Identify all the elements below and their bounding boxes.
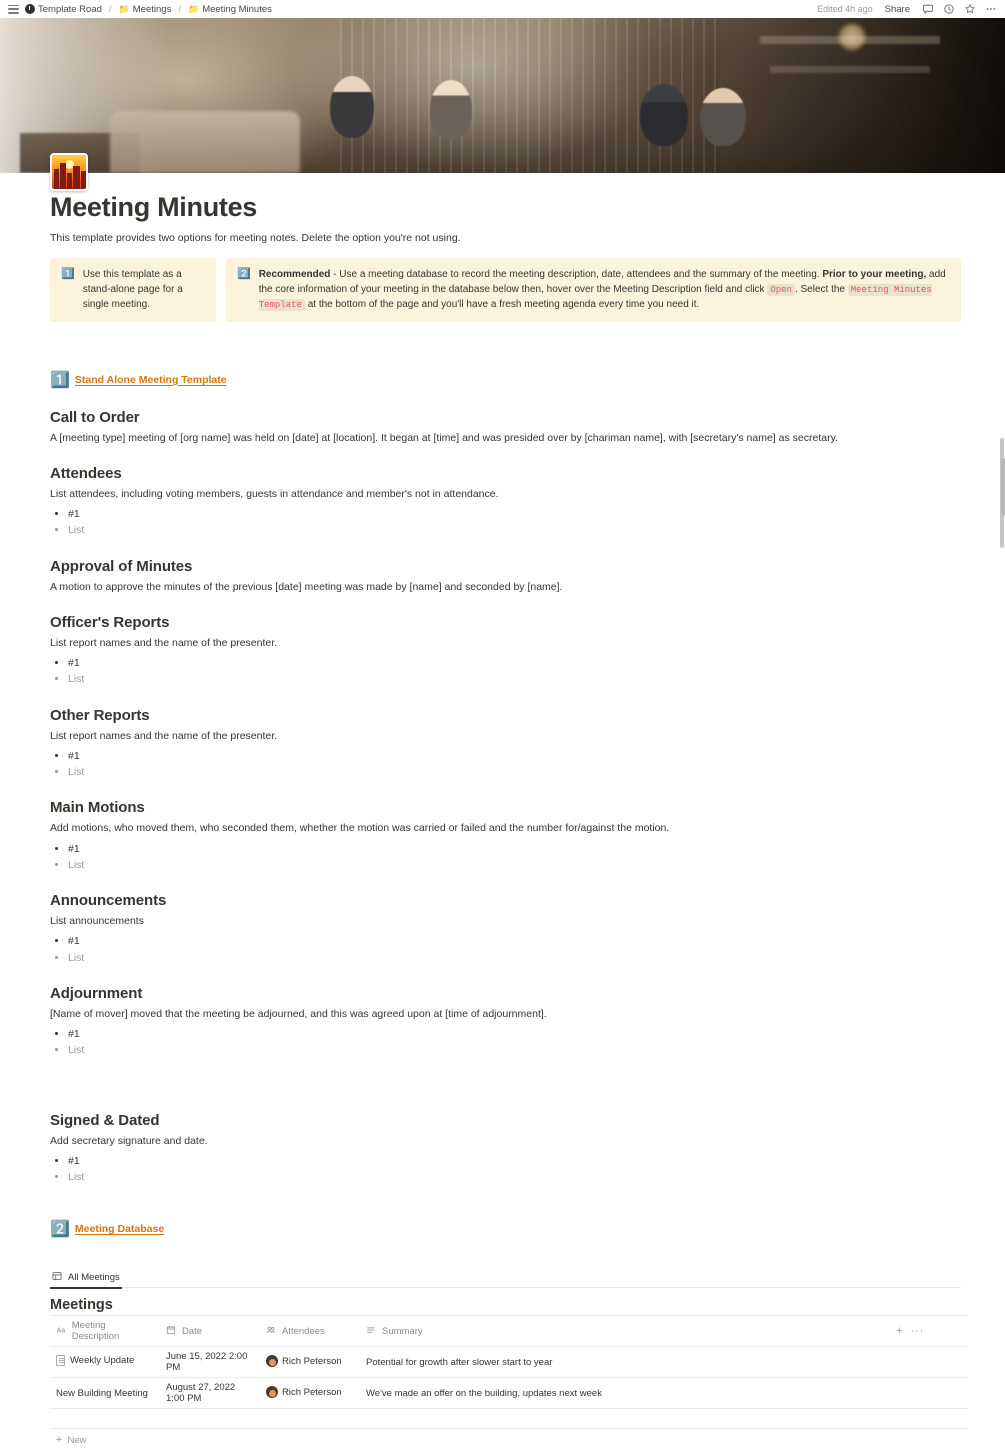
edited-timestamp: Edited 4h ago: [817, 4, 873, 14]
callout-bold2: Prior to your meeting,: [822, 268, 927, 280]
list-item[interactable]: • List: [68, 764, 961, 780]
list-item[interactable]: • List: [68, 950, 961, 966]
cell-attendees[interactable]: [260, 1409, 360, 1429]
callout-code-open: Open: [767, 284, 795, 296]
toggle-meeting-database[interactable]: [50, 1219, 961, 1239]
callout-recommended-text: [259, 267, 950, 313]
cell-attendees[interactable]: [260, 1347, 360, 1378]
plus-icon: +: [56, 1434, 63, 1447]
tab-label: All Meetings: [68, 1271, 120, 1283]
section-body: List report names and the name of the presenter.: [50, 729, 278, 742]
svg-text:Aa: Aa: [56, 1327, 66, 1335]
breadcrumb-item-meetings[interactable]: [119, 4, 172, 15]
breadcrumb-item-meeting-minutes[interactable]: [188, 4, 272, 15]
two-emoji-icon: 2️⃣: [237, 267, 251, 280]
toggle-standalone-label[interactable]: Stand Alone Meeting Template: [74, 373, 227, 386]
section-heading-attendees: Attendees: [50, 464, 122, 482]
cell-summary[interactable]: [360, 1409, 890, 1429]
section-heading-signed-and-dated: Signed & Dated: [50, 1111, 160, 1129]
toggle-database-label[interactable]: Meeting Database: [74, 1223, 165, 1236]
section-body: A motion to approve the minutes of the previous [date] meeting was made by [name] and seconded by [name].: [50, 580, 563, 593]
cover-image[interactable]: [0, 18, 1005, 173]
meeting-name: Weekly Update: [70, 1355, 135, 1367]
list-item[interactable]: • #1: [68, 655, 961, 671]
breadcrumb-label: Template Road: [38, 3, 102, 15]
page-icon-building: [54, 169, 59, 189]
spacer: [50, 1059, 961, 1093]
share-button[interactable]: Share: [884, 3, 910, 15]
callout-part2: add the core information of your meeting in the database below then, hover over the Meeting Description field and click: [258, 268, 946, 295]
section-heading-adjournment: Adjournment: [50, 984, 143, 1002]
title-icon: [56, 1325, 68, 1337]
section-body: List attendees, including voting members, guests in attendance and member's not in attendance.: [50, 487, 499, 500]
section-list: [50, 841, 961, 874]
page-icon[interactable]: [50, 153, 88, 191]
cell-summary[interactable]: Potential for growth after slower start to year: [360, 1347, 890, 1378]
callout-part1: - Use a meeting database to record the meeting description, date, attendees and the summary of the meeting.: [330, 268, 823, 280]
page-icon-building: [81, 171, 86, 189]
section-body: [Name of mover] moved that the meeting be adjourned, and this was agreed upon at [time of adjournment].: [50, 1007, 547, 1020]
cell-date[interactable]: June 15, 2022 2:00 PM: [160, 1347, 260, 1378]
callout-standalone: [50, 258, 216, 322]
scrollbar-secondary-thumb[interactable]: [1001, 458, 1005, 516]
cover-person: [700, 88, 746, 146]
folder-icon: 📁: [118, 3, 130, 14]
list-item[interactable]: • List: [68, 1042, 961, 1058]
section-list: [50, 1026, 961, 1059]
section-list: [50, 655, 961, 688]
table-view-icon: [52, 1271, 64, 1283]
table-header-row: [50, 1316, 968, 1347]
one-emoji-icon: 1️⃣: [50, 371, 70, 389]
cell-meeting-description[interactable]: [50, 1378, 160, 1409]
column-label: Date: [182, 1325, 203, 1337]
cell-date[interactable]: August 27, 2022 1:00 PM: [160, 1378, 260, 1409]
callout-recommended: [226, 258, 961, 322]
section-list: [50, 748, 961, 781]
callout-part4: at the bottom of the page and you'll have a fresh meeting agenda every time you need it.: [304, 299, 700, 311]
page-content: [0, 193, 1005, 1452]
spacer: [50, 1185, 961, 1219]
add-column-icon[interactable]: +: [896, 1324, 903, 1337]
cover-sofa-shape: [110, 111, 300, 173]
page-title[interactable]: Meeting Minutes: [50, 192, 258, 222]
section-body: List report names and the name of the presenter.: [50, 636, 278, 649]
attendee-name: Rich Peterson: [282, 1355, 342, 1367]
page-subtitle: This template provides two options for meeting notes. Delete the option you're not using.: [50, 231, 461, 244]
callout-row: [50, 258, 961, 322]
text-icon: [366, 1325, 378, 1337]
database-title[interactable]: Meetings: [50, 1297, 113, 1314]
table-more-icon[interactable]: ···: [910, 1325, 925, 1338]
cover-shelf: [770, 66, 930, 73]
breadcrumb-separator: /: [108, 3, 112, 15]
clock-icon[interactable]: [943, 3, 955, 15]
page-document-icon: [56, 1355, 65, 1366]
list-item[interactable]: • #1: [68, 933, 961, 949]
section-body: Add secretary signature and date.: [50, 1134, 208, 1147]
cell-meeting-description[interactable]: [50, 1347, 160, 1378]
cell-meeting-description[interactable]: [50, 1409, 160, 1429]
list-item[interactable]: • #1: [68, 1153, 961, 1169]
workspace-icon: [25, 4, 35, 14]
cell-empty: [890, 1378, 968, 1409]
section-body: A [meeting type] meeting of [org name] was held on [date] at [location]. It began at [time] and was presided over by [chariman name], with [secretary's name] as secretary.: [50, 431, 838, 444]
callout-code-template: Meeting Minutes Template: [258, 284, 932, 311]
list-item[interactable]: • #1: [68, 506, 961, 522]
cell-summary[interactable]: We've made an offer on the building, updates next week: [360, 1378, 890, 1409]
column-header-actions: [890, 1316, 968, 1347]
section-body: Add motions, who moved them, who seconded them, whether the motion was carried or failed and the number for/against the motion.: [50, 822, 670, 835]
meeting-name: New Building Meeting: [56, 1387, 148, 1399]
column-label: Meeting Description: [71, 1320, 120, 1343]
section-list: [50, 933, 961, 966]
callout-part3: . Select the: [794, 283, 848, 295]
cover-person: [430, 80, 472, 140]
list-item[interactable]: • List: [68, 522, 961, 538]
section-heading-officers-reports: Officer's Reports: [50, 613, 170, 631]
page-icon-building: [73, 166, 80, 189]
sidebar-toggle-icon[interactable]: [8, 5, 19, 14]
column-header-summary[interactable]: [360, 1316, 890, 1347]
section-heading-approval-of-minutes: Approval of Minutes: [50, 557, 193, 575]
section-heading-main-motions: Main Motions: [50, 799, 145, 817]
section-heading-other-reports: Other Reports: [50, 706, 150, 724]
new-row-button[interactable]: [50, 1429, 961, 1452]
callout-standalone-text: Use this template as a stand-alone page for a single meeting.: [82, 268, 183, 310]
database-view-tabs: [50, 1269, 961, 1288]
cover-shelf: [760, 36, 940, 44]
top-bar: [0, 0, 1005, 18]
cell-attendees[interactable]: [260, 1378, 360, 1409]
page-scrollbar[interactable]: [999, 18, 1005, 1281]
list-item[interactable]: • #1: [68, 1026, 961, 1042]
cell-date[interactable]: [160, 1409, 260, 1429]
calendar-icon: [166, 1325, 178, 1337]
column-label: Attendees: [282, 1325, 325, 1337]
callout-lead: Recommended: [258, 268, 331, 280]
section-list: [50, 506, 961, 539]
tab-all-meetings[interactable]: [50, 1269, 122, 1289]
two-emoji-icon: 2️⃣: [50, 1221, 70, 1239]
attendee-name: Rich Peterson: [282, 1386, 342, 1398]
toggle-standalone-template[interactable]: [50, 370, 961, 390]
cover-person: [640, 84, 688, 146]
breadcrumb-separator: /: [178, 3, 181, 15]
table-row[interactable]: [50, 1378, 968, 1409]
section-list: [50, 1153, 961, 1186]
cover-person: [330, 76, 374, 138]
more-options-icon[interactable]: [985, 3, 997, 15]
column-header-meeting-description[interactable]: [50, 1316, 160, 1347]
column-header-date[interactable]: [160, 1316, 260, 1347]
list-item[interactable]: • List: [68, 671, 961, 687]
section-heading-call-to-order: Call to Order: [50, 408, 140, 426]
list-item[interactable]: • List: [68, 857, 961, 873]
comment-icon[interactable]: [922, 3, 934, 15]
list-item[interactable]: • #1: [68, 748, 961, 764]
page-icon-building: [67, 173, 72, 189]
cell-empty: [890, 1347, 968, 1378]
table-row-empty[interactable]: [50, 1409, 968, 1429]
meetings-table: [50, 1315, 968, 1429]
spacer: [50, 348, 961, 370]
folder-icon: 📁: [187, 3, 200, 14]
breadcrumb-label: Meetings: [132, 3, 172, 15]
table-row[interactable]: [50, 1347, 968, 1378]
breadcrumb-item-template-road[interactable]: [25, 4, 102, 15]
list-item[interactable]: • List: [68, 1169, 961, 1185]
section-heading-announcements: Announcements: [50, 892, 167, 910]
avatar: [266, 1355, 278, 1367]
star-icon[interactable]: [964, 3, 976, 15]
column-label: Summary: [382, 1325, 423, 1337]
one-emoji-icon: 1️⃣: [61, 267, 75, 280]
column-header-attendees[interactable]: [260, 1316, 360, 1347]
cell-empty: [890, 1409, 968, 1429]
avatar: [266, 1386, 278, 1398]
person-icon: [266, 1325, 278, 1337]
meetings-database: [50, 1269, 961, 1452]
new-row-label: New: [67, 1435, 87, 1447]
page-icon-building: [60, 163, 66, 189]
section-body: List announcements: [50, 915, 144, 928]
list-item[interactable]: • #1: [68, 841, 961, 857]
breadcrumb-label: Meeting Minutes: [202, 3, 272, 15]
